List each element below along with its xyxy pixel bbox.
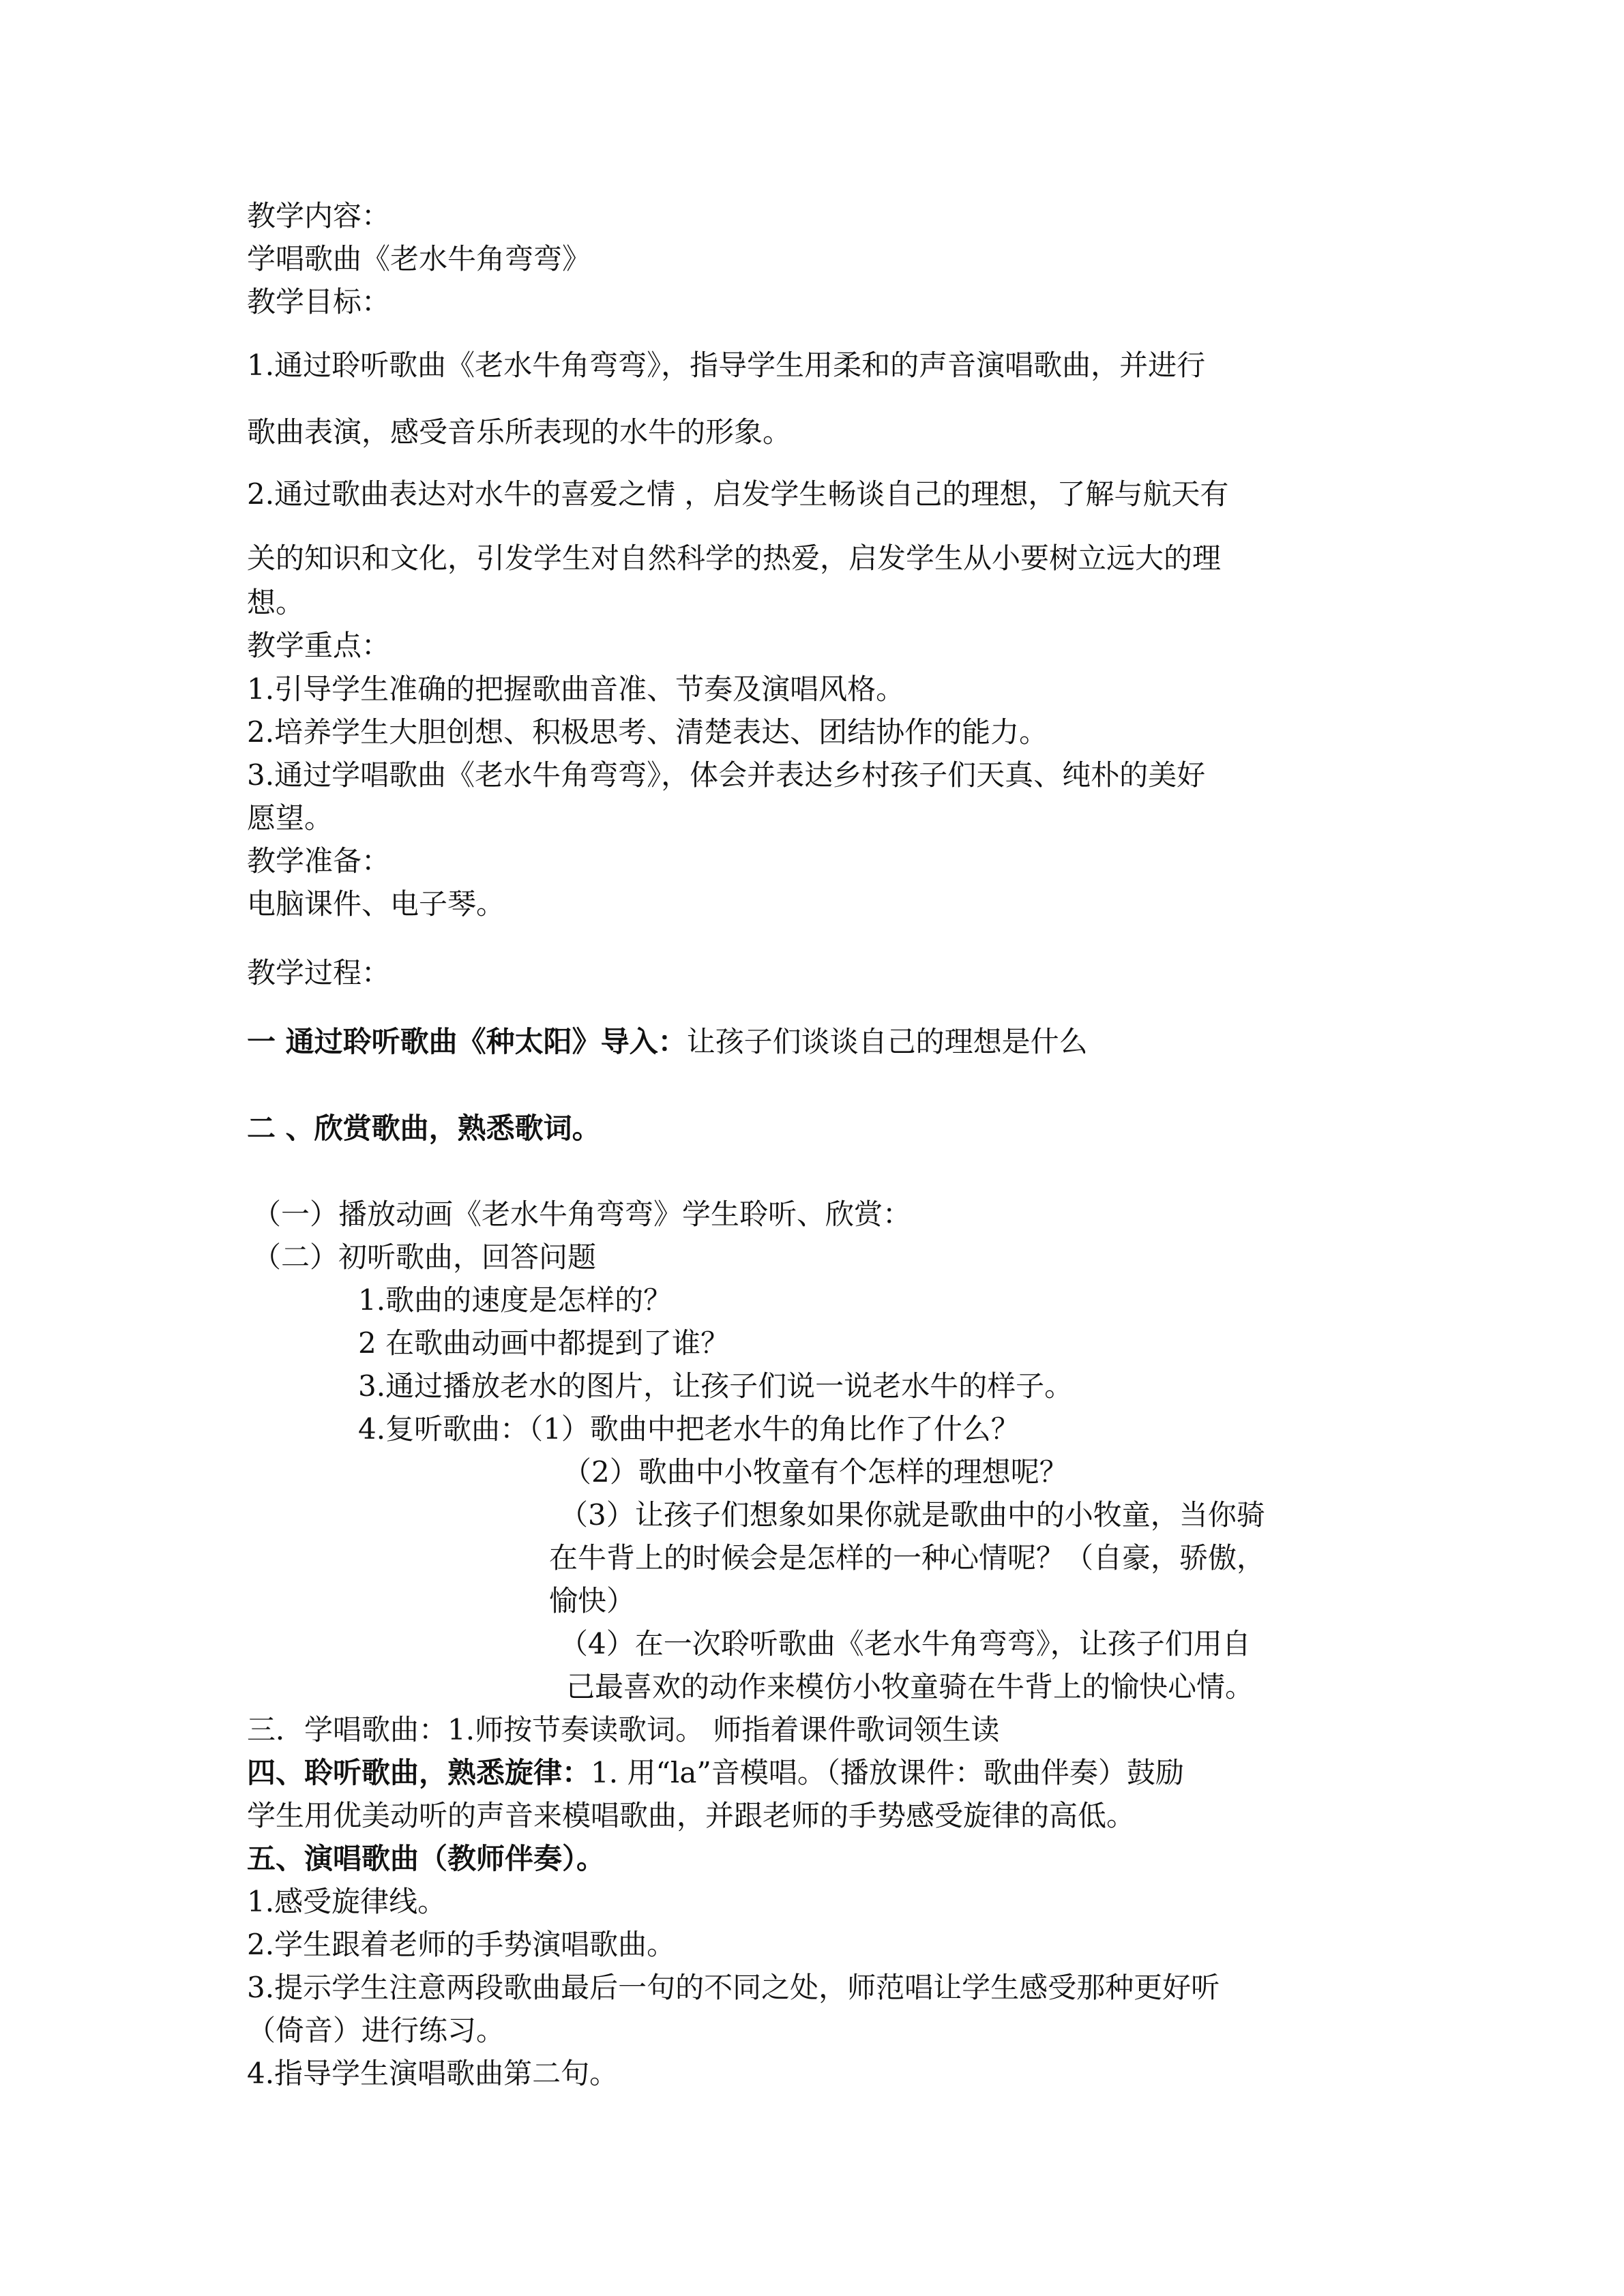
goal-2-line-3: 想。 xyxy=(247,586,305,619)
substep-1: （一）播放动画《老水牛角弯弯》学生聆听、欣赏： xyxy=(252,1197,912,1231)
label-teaching-focus: 教学重点： xyxy=(247,629,391,662)
step-5-item-2: 2.学生跟着老师的手势演唱歌曲。 xyxy=(247,1928,676,1961)
step-5-heading: 五、演唱歌曲（教师伴奏）。 xyxy=(247,1842,606,1875)
label-teaching-goals: 教学目标： xyxy=(247,285,391,318)
focus-item-3-line-1: 3.通过学唱歌曲《老水牛角弯弯》，体会并表达乡村孩子们天真、纯朴的美好 xyxy=(247,758,1206,792)
focus-item-2: 2.培养学生大胆创想、积极思考、清楚表达、团结协作的能力。 xyxy=(247,715,1048,749)
step-5-item-4: 4.指导学生演唱歌曲第二句。 xyxy=(247,2057,619,2090)
step-1 xyxy=(247,1025,1088,1059)
goal-1-line-1: 1.通过聆听歌曲《老水牛角弯弯》，指导学生用柔和的声音演唱歌曲，并进行 xyxy=(247,348,1206,382)
question-4-part-3-line-2: 在牛背上的时候会是怎样的一种心情呢？（自豪，骄傲， xyxy=(549,1541,1266,1575)
substep-2: （二）初听歌曲，回答问题 xyxy=(252,1240,597,1274)
question-4-part-2: （2）歌曲中小牧童有个怎样的理想呢？ xyxy=(563,1455,1068,1489)
label-teaching-prep: 教学准备： xyxy=(247,844,391,878)
question-3: 3.通过播放老水的图片，让孩子们说一说老水牛的样子。 xyxy=(358,1369,1074,1403)
focus-item-3-line-2: 愿望。 xyxy=(247,801,334,835)
step-1-text: 让孩子们谈谈自己的理想是什么 xyxy=(686,1025,1088,1058)
step-4-text-line-2: 学生用优美动听的声音来模唱歌曲，并跟老师的手势感受旋律的高低。 xyxy=(247,1799,1136,1832)
step-2-heading: 二 、欣赏歌曲，熟悉歌词。 xyxy=(247,1112,601,1145)
goal-1-line-2: 歌曲表演，感受音乐所表现的水牛的形象。 xyxy=(247,415,792,449)
label-teaching-content: 教学内容： xyxy=(247,199,391,233)
step-4-heading: 四、聆听歌曲，熟悉旋律： xyxy=(247,1756,591,1789)
step-3: 三．学唱歌曲：1.师按节奏读歌词。 师指着课件歌词领生读 xyxy=(247,1713,1000,1746)
question-4-part-4-line-2: 己最喜欢的动作来模仿小牧童骑在牛背上的愉快心情。 xyxy=(566,1670,1254,1703)
step-4-text: 1. 用“la”音模唱。（播放课件：歌曲伴奏）鼓励 xyxy=(591,1756,1184,1789)
song-title: 学唱歌曲《老水牛角弯弯》 xyxy=(247,242,591,275)
prep-items: 电脑课件、电子琴。 xyxy=(247,887,505,921)
focus-item-1: 1.引导学生准确的把握歌曲音准、节奏及演唱风格。 xyxy=(247,672,905,706)
question-2: 2 在歌曲动画中都提到了谁？ xyxy=(358,1326,730,1360)
goal-2-line-2: 关的知识和文化，引发学生对自然科学的热爱，启发学生从小要树立远大的理 xyxy=(247,541,1222,575)
step-1-heading: 一 通过聆听歌曲《种太阳》导入： xyxy=(247,1025,687,1058)
step-5-item-3-line-2: （倚音）进行练习。 xyxy=(247,2014,505,2047)
question-4-part-3-line-1: （3）让孩子们想象如果你就是歌曲中的小牧童，当你骑 xyxy=(559,1498,1265,1532)
step-5-item-1: 1.感受旋律线。 xyxy=(247,1885,447,1918)
goal-2-line-1: 2.通过歌曲表达对水牛的喜爱之情 ，启发学生畅谈自己的理想，了解与航天有 xyxy=(247,477,1229,511)
question-1: 1.歌曲的速度是怎样的？ xyxy=(358,1283,673,1317)
question-4-part-3-line-3: 愉快） xyxy=(549,1584,636,1617)
step-4 xyxy=(247,1756,1184,1790)
label-teaching-process: 教学过程： xyxy=(247,956,391,989)
step-5-item-3-line-1: 3.提示学生注意两段歌曲最后一句的不同之处，师范唱让学生感受那种更好听 xyxy=(247,1971,1220,2004)
question-4-part-4-line-1: （4）在一次聆听歌曲《老水牛角弯弯》，让孩子们用自 xyxy=(559,1627,1251,1660)
question-4: 4.复听歌曲：（1）歌曲中把老水牛的角比作了什么？ xyxy=(358,1412,1020,1446)
